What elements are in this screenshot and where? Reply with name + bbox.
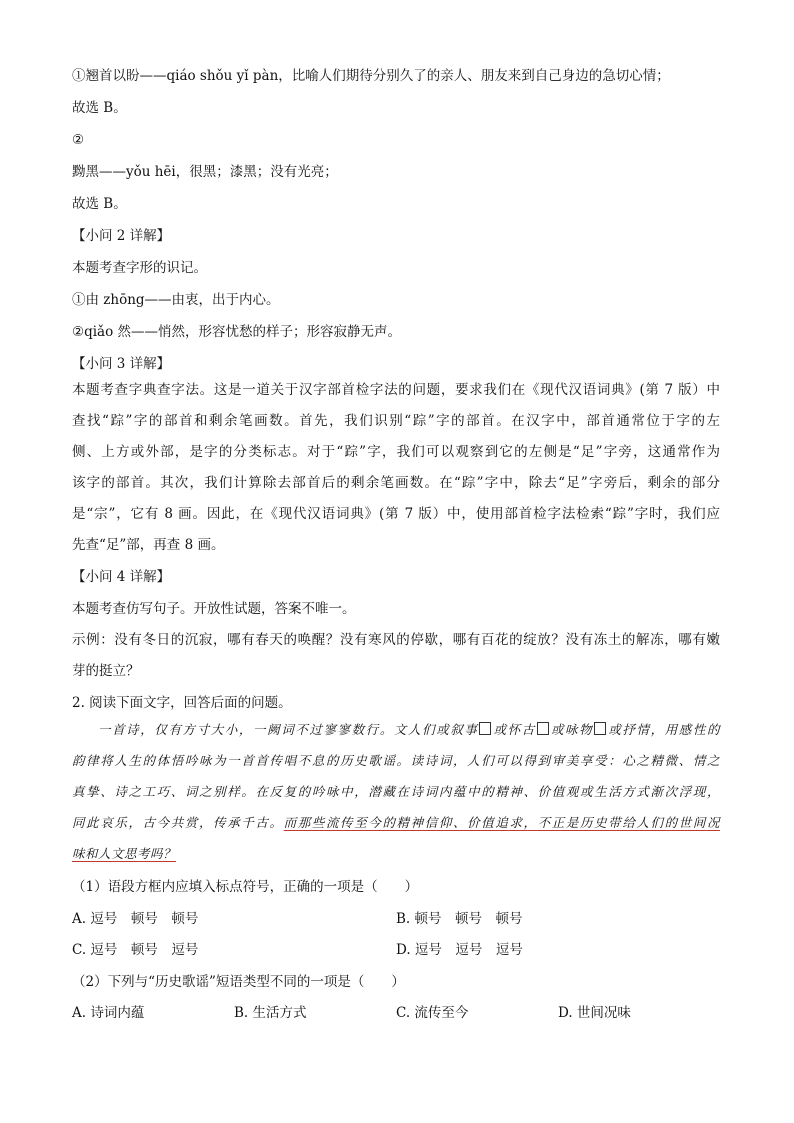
passage-text: 或怀古 bbox=[492, 722, 536, 737]
passage-line-2: 韵律将人生的体悟吟咏为一首首传唱不息的历史歌谣。读诗词，人们可以得到审美享受：心之精微、情之 bbox=[72, 753, 720, 768]
answer-choice-2: 故选 B。 bbox=[72, 196, 127, 212]
question-3-line-6: 先查“足”部，再查 8 画。 bbox=[72, 537, 225, 553]
question-4-line-1: 本题考查仿写句子。开放性试题，答案不唯一。 bbox=[72, 601, 356, 617]
blank-box-1 bbox=[479, 722, 491, 735]
underlined-sentence: 味和人文思考吗？ bbox=[72, 846, 177, 861]
sub1-option-a[interactable]: A. 逗号 顿号 顿号 bbox=[72, 911, 199, 927]
passage-line-3: 真挚、诗之工巧、词之别样。在反复的吟咏中，潜藏在诗词内蕴中的精神、价值观或生活方式渐次浮现， bbox=[72, 784, 720, 799]
question-3-line-5: 是“宗”，它有 8 画。因此，在《现代汉语词典》(第 7 版）中，使用部首检字法检索“踪”字时，我们应 bbox=[72, 506, 720, 522]
blank-box-2 bbox=[537, 722, 549, 735]
sub-question-2: （2）下列与“历史歌谣”短语类型不同的一项是（ ） bbox=[72, 974, 405, 990]
question-3-line-1: 本题考查字典查字法。这是一道关于汉字部首检字法的问题，要求我们在《现代汉语词典》(第 7 版）中 bbox=[72, 382, 720, 398]
passage-text: 同此哀乐，古今共赏，传承千古。 bbox=[72, 815, 284, 830]
sub1-option-c[interactable]: C. 逗号 顿号 逗号 bbox=[72, 942, 199, 958]
passage-line-4 bbox=[72, 813, 720, 833]
blank-box-3 bbox=[594, 722, 606, 735]
passage-text: 或咏物 bbox=[549, 722, 594, 737]
question-4-line-3: 芽的挺立？ bbox=[72, 663, 140, 679]
sub2-option-b[interactable]: B. 生活方式 bbox=[234, 1005, 307, 1021]
answer-line-2: 黝黑——yǒu hēi，很黑；漆黑；没有光亮； bbox=[72, 164, 338, 180]
sub-question-1: （1）语段方框内应填入标点符号，正确的一项是（ ） bbox=[72, 879, 419, 895]
passage-text: 或抒情，用感性的 bbox=[607, 722, 720, 737]
passage-text: 一首诗，仅有方寸大小，一阙词不过寥寥数行。文人们或叙事 bbox=[98, 722, 479, 737]
question-3-line-4: 该字的部首。其次，我们计算除去部首后的剩余笔画数。在“踪”字中，除去“足”字旁后，剩余的部分 bbox=[72, 475, 720, 491]
question-2-line-1: 本题考查字形的识记。 bbox=[72, 260, 207, 276]
question-2-heading: 【小问 2 详解】 bbox=[72, 228, 171, 244]
question-2-line-2: ①由 zhōng——由衷，出于内心。 bbox=[72, 292, 280, 308]
question-4-heading: 【小问 4 详解】 bbox=[72, 569, 171, 585]
sub1-option-b[interactable]: B. 顿号 顿号 顿号 bbox=[396, 911, 523, 927]
question-3-line-2: 查找“踪”字的部首和剩余笔画数。首先，我们识别“踪”字的部首。在汉字中，部首通常位于字的左 bbox=[72, 413, 720, 429]
question-3-heading: 【小问 3 详解】 bbox=[72, 356, 171, 372]
passage-line-1 bbox=[72, 720, 720, 740]
sub1-option-d[interactable]: D. 逗号 逗号 逗号 bbox=[396, 942, 523, 958]
question-2-line-3: ②qiǎo 然——悄然，形容忧愁的样子；形容寂静无声。 bbox=[72, 324, 402, 340]
question-4-line-2: 示例：没有冬日的沉寂，哪有春天的唤醒？没有寒风的停歇，哪有百花的绽放？没有冻土的解冻，哪有嫩 bbox=[72, 632, 720, 648]
answer-choice-1: 故选 B。 bbox=[72, 100, 127, 116]
question-3-line-3: 侧、上方或外部，是字的分类标志。对于“踪”字，我们可以观察到它的左侧是“足”字旁，这通常作为 bbox=[72, 444, 720, 460]
sub2-option-d[interactable]: D. 世间况味 bbox=[558, 1005, 631, 1021]
sub2-option-a[interactable]: A. 诗词内蕴 bbox=[72, 1005, 145, 1021]
section-2-title: 2. 阅读下面文字，回答后面的问题。 bbox=[72, 695, 292, 711]
underlined-sentence: 而那些流传至今的精神信仰、价值追求，不正是历史带给人们的世间况 bbox=[283, 815, 720, 830]
passage-line-5 bbox=[72, 844, 720, 864]
sub2-option-c[interactable]: C. 流传至今 bbox=[396, 1005, 469, 1021]
answer-line-1: ①翘首以盼——qiáo shǒu yǐ pàn，比喻人们期待分别久了的亲人、朋友来到自己身边的急切心情； bbox=[72, 68, 670, 84]
answer-marker-2: ② bbox=[72, 132, 85, 148]
